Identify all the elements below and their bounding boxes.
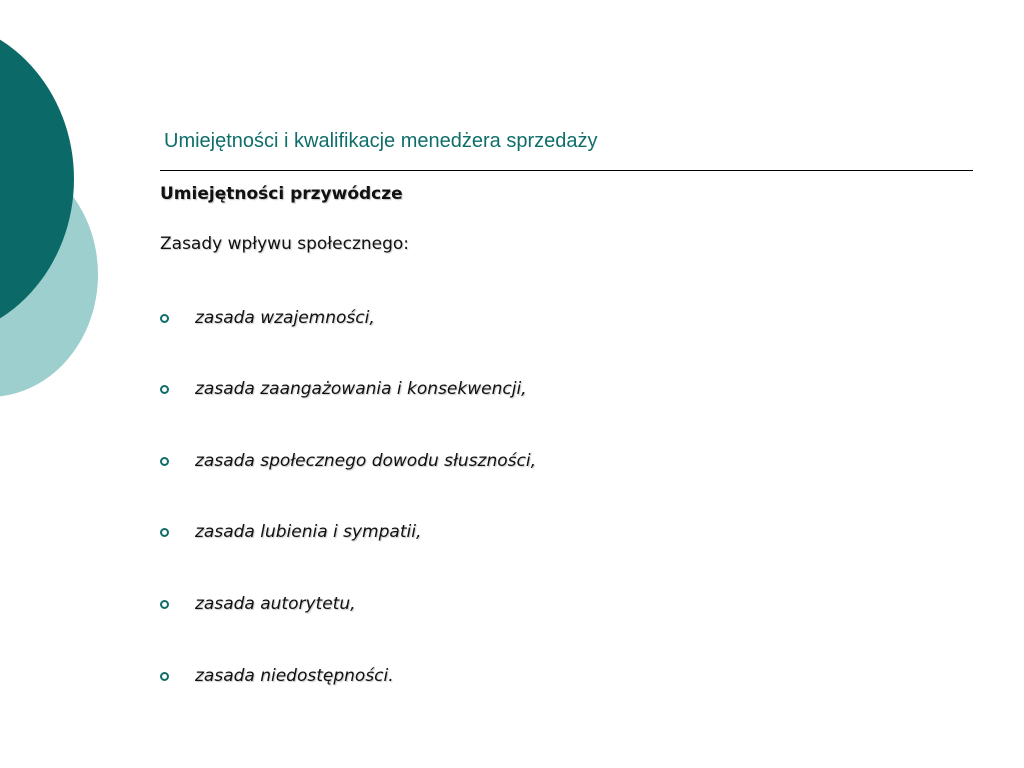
circle-bullet-icon xyxy=(160,314,169,323)
principle-item xyxy=(160,592,356,616)
circle-bullet-icon xyxy=(160,457,169,466)
principle-text: zasada wzajemności, xyxy=(195,308,375,328)
principle-item xyxy=(160,520,421,544)
principle-text: zasada lubienia i sympatii, xyxy=(195,522,422,542)
principle-item xyxy=(160,377,527,401)
slide-title: Umiejętności i kwalifikacje menedżera sprzedaży xyxy=(164,130,598,152)
principle-text: zasada zaangażowania i konsekwencji, xyxy=(195,379,527,399)
section-heading: Umiejętności przywódcze xyxy=(160,184,403,204)
subheading: Zasady wpływu społecznego: xyxy=(160,234,410,254)
principle-item xyxy=(160,306,375,330)
title-divider xyxy=(160,170,973,171)
principle-text: zasada niedostępności. xyxy=(195,666,394,686)
circle-bullet-icon xyxy=(160,528,169,537)
circle-bullet-icon xyxy=(160,385,169,394)
circle-bullet-icon xyxy=(160,672,169,681)
principle-item xyxy=(160,449,536,473)
circle-bullet-icon xyxy=(160,600,169,609)
principle-text: zasada autorytetu, xyxy=(195,594,356,614)
principle-item xyxy=(160,664,394,688)
principle-text: zasada społecznego dowodu słuszności, xyxy=(195,451,536,471)
